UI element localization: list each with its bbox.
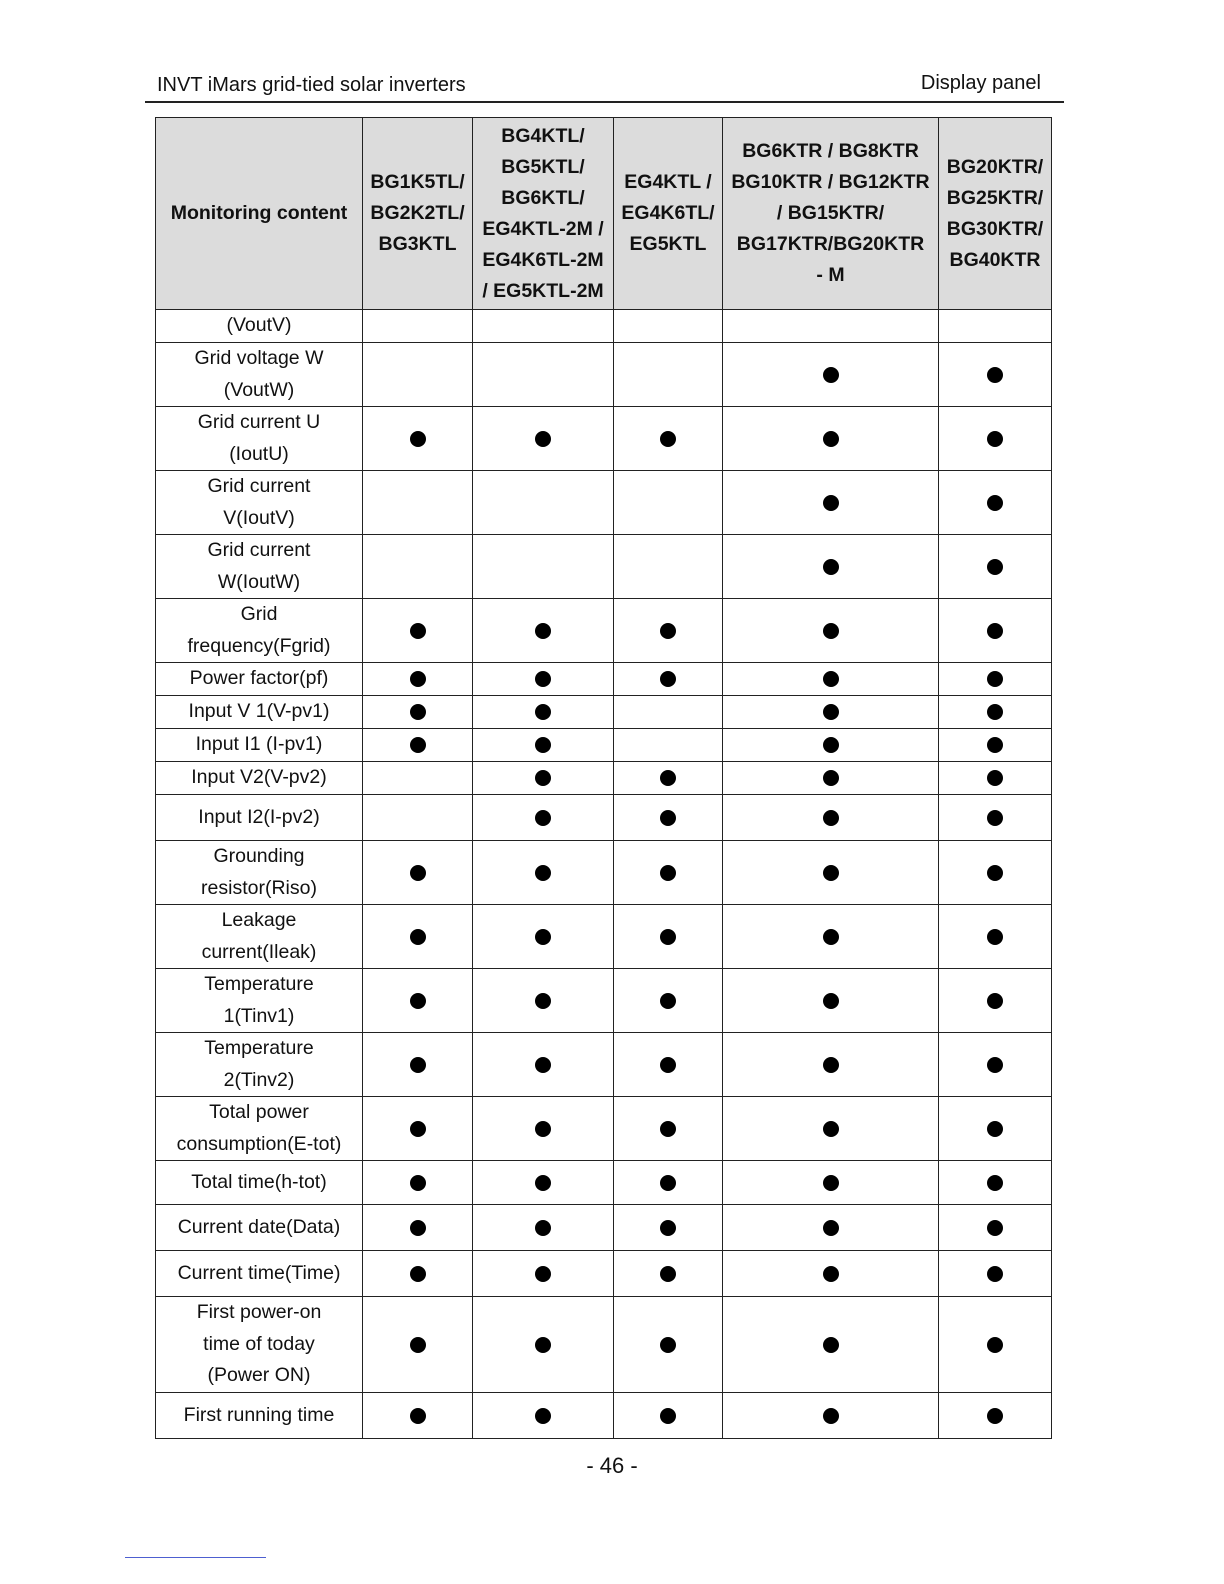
support-cell [939,310,1052,343]
table-row [156,1393,1052,1439]
table-row [156,310,1052,343]
support-cell [723,1033,939,1097]
support-cell [723,969,939,1033]
supported-dot-icon [823,1121,839,1137]
supported-dot-icon [987,1337,1003,1353]
supported-dot-icon [535,865,551,881]
support-cell [363,1297,473,1393]
table-row [156,1033,1052,1097]
row-label: Total time(h-tot) [156,1161,363,1205]
support-cell [614,1161,723,1205]
support-cell [939,1251,1052,1297]
support-cell [473,407,614,471]
supported-dot-icon [535,671,551,687]
header-model-group-5: BG20KTR/ BG25KTR/ BG30KTR/ BG40KTR [939,118,1052,310]
supported-dot-icon [410,1220,426,1236]
supported-dot-icon [660,1266,676,1282]
supported-dot-icon [987,929,1003,945]
row-label: Leakage current(Ileak) [156,905,363,969]
supported-dot-icon [823,704,839,720]
supported-dot-icon [660,623,676,639]
support-cell [473,1393,614,1439]
supported-dot-icon [410,1175,426,1191]
table-row [156,696,1052,729]
support-cell [939,841,1052,905]
table-row [156,969,1052,1033]
support-cell [363,795,473,841]
support-cell [363,1097,473,1161]
support-cell [723,1205,939,1251]
table-row [156,1205,1052,1251]
table-row [156,841,1052,905]
supported-dot-icon [823,993,839,1009]
support-cell [363,1161,473,1205]
support-cell [939,969,1052,1033]
support-cell [614,762,723,795]
supported-dot-icon [660,929,676,945]
support-cell [363,1205,473,1251]
support-cell [723,407,939,471]
support-cell [614,1393,723,1439]
support-cell [723,1097,939,1161]
support-cell [363,407,473,471]
support-cell [363,1251,473,1297]
support-cell [363,599,473,663]
support-cell [939,905,1052,969]
support-cell [473,762,614,795]
table-row [156,1097,1052,1161]
supported-dot-icon [987,737,1003,753]
support-cell [473,969,614,1033]
support-cell [473,1033,614,1097]
supported-dot-icon [535,1175,551,1191]
support-cell [363,762,473,795]
support-cell [723,535,939,599]
supported-dot-icon [987,1175,1003,1191]
support-cell [614,407,723,471]
table-row [156,905,1052,969]
row-label: Grid frequency(Fgrid) [156,599,363,663]
supported-dot-icon [535,810,551,826]
supported-dot-icon [535,1057,551,1073]
support-cell [939,1393,1052,1439]
support-cell [363,841,473,905]
support-cell [723,905,939,969]
support-cell [473,471,614,535]
supported-dot-icon [823,1057,839,1073]
header-rule [145,101,1064,103]
table-row [156,535,1052,599]
supported-dot-icon [987,1408,1003,1424]
support-cell [939,762,1052,795]
supported-dot-icon [535,737,551,753]
table-row [156,599,1052,663]
supported-dot-icon [410,737,426,753]
support-cell [723,795,939,841]
support-cell [723,762,939,795]
support-cell [473,1097,614,1161]
table-row [156,407,1052,471]
support-cell [723,1297,939,1393]
support-cell [614,905,723,969]
row-label: Grid current W(IoutW) [156,535,363,599]
row-label: Grid current U (IoutU) [156,407,363,471]
support-cell [939,1297,1052,1393]
supported-dot-icon [823,1175,839,1191]
support-cell [363,310,473,343]
header-monitoring-content: Monitoring content [156,118,363,310]
support-cell [723,1251,939,1297]
support-cell [939,535,1052,599]
support-cell [614,729,723,762]
supported-dot-icon [823,929,839,945]
support-cell [939,1161,1052,1205]
support-cell [939,1205,1052,1251]
support-cell [614,1097,723,1161]
supported-dot-icon [660,993,676,1009]
support-cell [939,471,1052,535]
support-cell [723,1393,939,1439]
support-cell [363,905,473,969]
support-cell [614,343,723,407]
monitoring-table-container [155,117,1052,1439]
supported-dot-icon [410,704,426,720]
table-header-row [156,118,1052,310]
supported-dot-icon [987,1121,1003,1137]
support-cell [939,407,1052,471]
supported-dot-icon [535,1337,551,1353]
support-cell [363,663,473,696]
row-label: Current time(Time) [156,1251,363,1297]
support-cell [363,1033,473,1097]
supported-dot-icon [823,623,839,639]
supported-dot-icon [823,810,839,826]
supported-dot-icon [987,1266,1003,1282]
supported-dot-icon [535,993,551,1009]
table-row [156,1161,1052,1205]
support-cell [473,1161,614,1205]
row-label: First power-on time of today (Power ON) [156,1297,363,1393]
supported-dot-icon [987,1220,1003,1236]
supported-dot-icon [660,1175,676,1191]
supported-dot-icon [987,993,1003,1009]
supported-dot-icon [987,367,1003,383]
support-cell [614,535,723,599]
supported-dot-icon [535,1121,551,1137]
row-label: Temperature 1(Tinv1) [156,969,363,1033]
support-cell [939,1097,1052,1161]
support-cell [614,1251,723,1297]
support-cell [473,599,614,663]
supported-dot-icon [535,1220,551,1236]
support-cell [473,729,614,762]
supported-dot-icon [823,1220,839,1236]
supported-dot-icon [410,993,426,1009]
row-label: Input I2(I-pv2) [156,795,363,841]
supported-dot-icon [823,737,839,753]
supported-dot-icon [823,671,839,687]
row-label: Input I1 (I-pv1) [156,729,363,762]
table-row [156,795,1052,841]
support-cell [939,663,1052,696]
support-cell [723,1161,939,1205]
table-row [156,471,1052,535]
header-model-group-3: EG4KTL / EG4K6TL/ EG5KTL [614,118,723,310]
support-cell [723,729,939,762]
support-cell [614,310,723,343]
support-cell [939,1033,1052,1097]
supported-dot-icon [660,1408,676,1424]
support-cell [473,663,614,696]
supported-dot-icon [410,1121,426,1137]
supported-dot-icon [823,559,839,575]
table-row [156,1251,1052,1297]
support-cell [473,343,614,407]
supported-dot-icon [660,1057,676,1073]
row-label: Temperature 2(Tinv2) [156,1033,363,1097]
supported-dot-icon [987,495,1003,511]
supported-dot-icon [410,1337,426,1353]
supported-dot-icon [410,671,426,687]
row-label: Input V2(V-pv2) [156,762,363,795]
row-label: Grid current V(IoutV) [156,471,363,535]
support-cell [363,535,473,599]
supported-dot-icon [823,495,839,511]
support-cell [473,1251,614,1297]
supported-dot-icon [823,865,839,881]
support-cell [473,1205,614,1251]
support-cell [723,471,939,535]
supported-dot-icon [987,671,1003,687]
supported-dot-icon [535,704,551,720]
support-cell [363,343,473,407]
supported-dot-icon [823,367,839,383]
support-cell [723,696,939,729]
row-label: Current date(Data) [156,1205,363,1251]
support-cell [473,310,614,343]
supported-dot-icon [823,770,839,786]
support-cell [473,841,614,905]
supported-dot-icon [535,1408,551,1424]
supported-dot-icon [410,865,426,881]
support-cell [723,663,939,696]
row-label: (VoutV) [156,310,363,343]
running-header-section: Display panel [920,72,1041,94]
support-cell [723,599,939,663]
supported-dot-icon [660,810,676,826]
support-cell [614,1205,723,1251]
support-cell [723,310,939,343]
row-label: Input V 1(V-pv1) [156,696,363,729]
header-model-group-2: BG4KTL/ BG5KTL/ BG6KTL/ EG4KTL-2M / EG4K6TL-2M / EG5KTL-2M [473,118,614,310]
supported-dot-icon [410,1057,426,1073]
support-cell [614,599,723,663]
support-cell [614,471,723,535]
supported-dot-icon [535,929,551,945]
supported-dot-icon [410,929,426,945]
row-label: Power factor(pf) [156,663,363,696]
row-label: Total power consumption(E-tot) [156,1097,363,1161]
supported-dot-icon [987,1057,1003,1073]
table-body [156,310,1052,1439]
supported-dot-icon [660,431,676,447]
supported-dot-icon [660,1121,676,1137]
support-cell [723,841,939,905]
support-cell [473,795,614,841]
support-cell [614,969,723,1033]
header-model-group-4: BG6KTR / BG8KTR BG10KTR / BG12KTR / BG15KTR/ BG17KTR/BG20KTR - M [723,118,939,310]
support-cell [614,795,723,841]
row-label: First running time [156,1393,363,1439]
support-cell [723,343,939,407]
support-cell [473,535,614,599]
support-cell [939,696,1052,729]
row-label: Grounding resistor(Riso) [156,841,363,905]
supported-dot-icon [535,770,551,786]
supported-dot-icon [535,431,551,447]
support-cell [939,599,1052,663]
supported-dot-icon [987,559,1003,575]
supported-dot-icon [535,1266,551,1282]
supported-dot-icon [410,431,426,447]
support-cell [363,471,473,535]
table-row [156,1297,1052,1393]
support-cell [939,729,1052,762]
table-row [156,729,1052,762]
monitoring-table [155,117,1052,1439]
header-model-group-1: BG1K5TL/ BG2K2TL/ BG3KTL [363,118,473,310]
supported-dot-icon [823,1408,839,1424]
support-cell [939,343,1052,407]
support-cell [473,905,614,969]
supported-dot-icon [987,770,1003,786]
table-row [156,762,1052,795]
support-cell [614,696,723,729]
running-header-title: INVT iMars grid-tied solar inverters [157,74,466,96]
supported-dot-icon [660,671,676,687]
supported-dot-icon [987,704,1003,720]
supported-dot-icon [660,770,676,786]
supported-dot-icon [987,810,1003,826]
supported-dot-icon [660,1337,676,1353]
support-cell [473,1297,614,1393]
supported-dot-icon [823,431,839,447]
support-cell [614,1297,723,1393]
supported-dot-icon [987,623,1003,639]
supported-dot-icon [823,1266,839,1282]
table-row [156,343,1052,407]
page-number: - 46 - [586,1453,638,1478]
support-cell [614,1033,723,1097]
row-label: Grid voltage W (VoutW) [156,343,363,407]
table-row [156,663,1052,696]
support-cell [363,696,473,729]
support-cell [363,729,473,762]
supported-dot-icon [410,1266,426,1282]
supported-dot-icon [410,623,426,639]
footnote-rule [125,1557,266,1558]
supported-dot-icon [987,431,1003,447]
supported-dot-icon [987,865,1003,881]
support-cell [473,696,614,729]
supported-dot-icon [535,623,551,639]
supported-dot-icon [660,1220,676,1236]
supported-dot-icon [823,1337,839,1353]
support-cell [614,841,723,905]
supported-dot-icon [660,865,676,881]
support-cell [363,1393,473,1439]
support-cell [939,795,1052,841]
support-cell [363,969,473,1033]
supported-dot-icon [410,1408,426,1424]
support-cell [614,663,723,696]
